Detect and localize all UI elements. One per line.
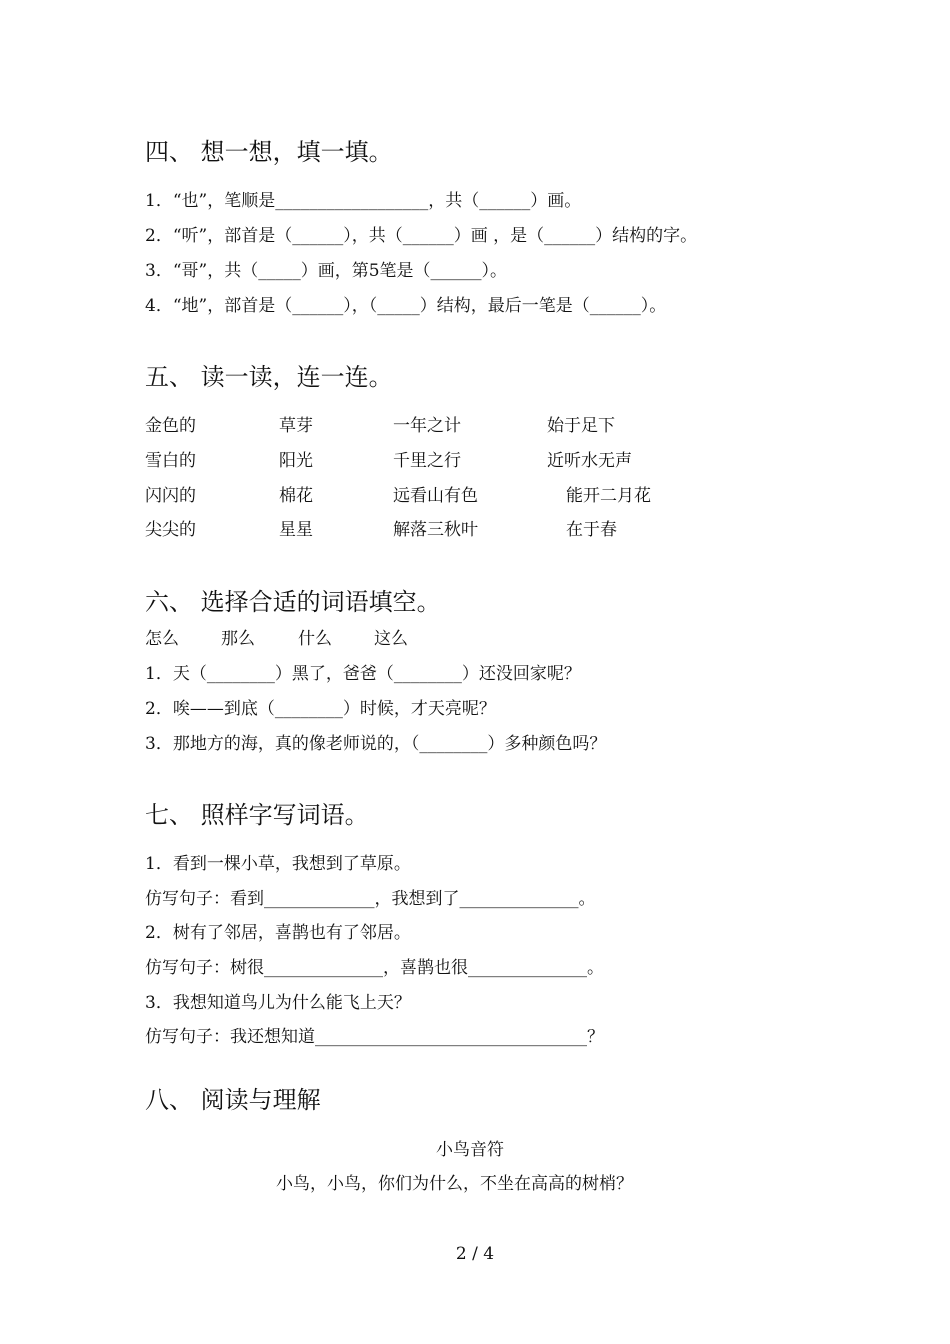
s5-c2-2: 棉花 xyxy=(279,486,313,506)
poem-line-1: 小鸟，小鸟，你们为什么，不坐在高高的树梢？ xyxy=(276,1174,633,1194)
s6-word-1: 那么 xyxy=(221,629,255,649)
section-7-title: 七、 照样字写词语。 xyxy=(145,801,369,829)
s6-line-2: 2．唉——到底（________）时候，才天亮呢？ xyxy=(145,699,496,719)
s6-line-3: 3．那地方的海，真的像老师说的，（________）多种颜色吗？ xyxy=(145,734,607,754)
s5-c3-0: 一年之计 xyxy=(393,416,461,436)
poem-title: 小鸟音符 xyxy=(436,1140,504,1160)
s5-c1-1: 雪白的 xyxy=(145,451,196,471)
s5-c2-1: 阳光 xyxy=(279,451,313,471)
s7-line-1: 1．看到一棵小草，我想到了草原。 xyxy=(145,854,411,874)
section-4-title: 四、 想一想，填一填。 xyxy=(145,138,393,166)
s5-c1-2: 闪闪的 xyxy=(145,486,196,506)
s5-c4-2: 能开二月花 xyxy=(566,486,651,506)
s4-line-2: 2．“听”，部首是（______），共（______）画 ，是（______）结构的字。 xyxy=(145,226,698,246)
s5-c2-3: 星星 xyxy=(279,520,313,540)
s6-word-3: 这么 xyxy=(374,629,408,649)
s7-line-3: 2．树有了邻居，喜鹊也有了邻居。 xyxy=(145,923,411,943)
s6-line-1: 1．天（________）黑了，爸爸（________）还没回家呢？ xyxy=(145,664,581,684)
s5-c4-1: 近听水无声 xyxy=(547,451,632,471)
s6-word-0: 怎么 xyxy=(145,629,179,649)
s4-line-3: 3．“哥”，共（_____）画，第5笔是（______）。 xyxy=(145,261,508,281)
s5-c4-3: 在于春 xyxy=(566,520,617,540)
s5-c4-0: 始于足下 xyxy=(547,416,615,436)
s5-c3-3: 解落三秋叶 xyxy=(393,520,478,540)
s4-line-1: 1．“也”，笔顺是__________________，共（______）画。 xyxy=(145,191,582,211)
s7-line-4: 仿写句子：树很______________，喜鹊也很______________。 xyxy=(145,958,604,978)
page-number: 2 / 4 xyxy=(455,1244,495,1264)
section-6-title: 六、 选择合适的词语填空。 xyxy=(145,588,441,616)
section-8-title: 八、 阅读与理解 xyxy=(145,1086,321,1114)
s6-word-2: 什么 xyxy=(298,629,332,649)
s5-c1-3: 尖尖的 xyxy=(145,520,196,540)
s5-c3-2: 远看山有色 xyxy=(393,486,478,506)
s5-c2-0: 草芽 xyxy=(279,416,313,436)
s7-line-6: 仿写句子：我还想知道________________________________？ xyxy=(145,1027,604,1047)
s5-c3-1: 千里之行 xyxy=(393,451,461,471)
s7-line-5: 3．我想知道鸟儿为什么能飞上天？ xyxy=(145,993,411,1013)
section-5-title: 五、 读一读，连一连。 xyxy=(145,363,393,391)
s7-line-2: 仿写句子：看到_____________，我想到了______________。 xyxy=(145,889,596,909)
s4-line-4: 4．“地”，部首是（______），（_____）结构，最后一笔是（______）。 xyxy=(145,296,667,316)
s5-c1-0: 金色的 xyxy=(145,416,196,436)
